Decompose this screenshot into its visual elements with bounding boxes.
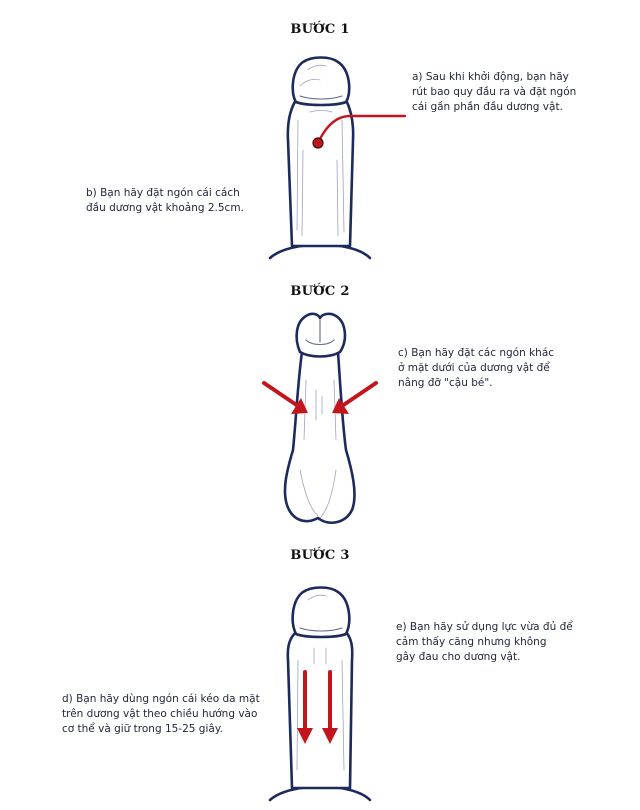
step-1-illustration bbox=[270, 58, 405, 259]
caption-c: c) Bạn hãy đặt các ngón khác ở mặt dưới của dương vật để nâng đỡ "cậu bé". bbox=[398, 347, 555, 389]
caption-d: d) Bạn hãy dùng ngón cái kéo da mặt trên dương vật theo chiều hướng vào cơ thể và giữ trong 15-25 giây. bbox=[62, 693, 260, 735]
caption-a: a) Sau khi khởi động, bạn hãy rút bao quy đầu ra và đặt ngón cái gần phần đầu dương vật. bbox=[412, 71, 577, 113]
step-3-title: BƯỚC 3 bbox=[290, 548, 350, 563]
step-3-illustration bbox=[270, 588, 370, 801]
arrow-right-finger bbox=[342, 383, 376, 406]
step-2-title: BƯỚC 2 bbox=[290, 284, 350, 299]
step-2-illustration bbox=[264, 314, 376, 523]
caption-e: e) Bạn hãy sử dụng lực vừa đủ để cảm thấy căng nhưng không gây đau cho dương vật. bbox=[396, 621, 573, 663]
thumb-position-dot bbox=[313, 138, 323, 148]
caption-b: b) Bạn hãy đặt ngón cái cách đầu dương vật khoảng 2.5cm. bbox=[86, 187, 244, 214]
step-1-title: BƯỚC 1 bbox=[290, 22, 350, 37]
arrow-left-finger bbox=[264, 383, 298, 406]
